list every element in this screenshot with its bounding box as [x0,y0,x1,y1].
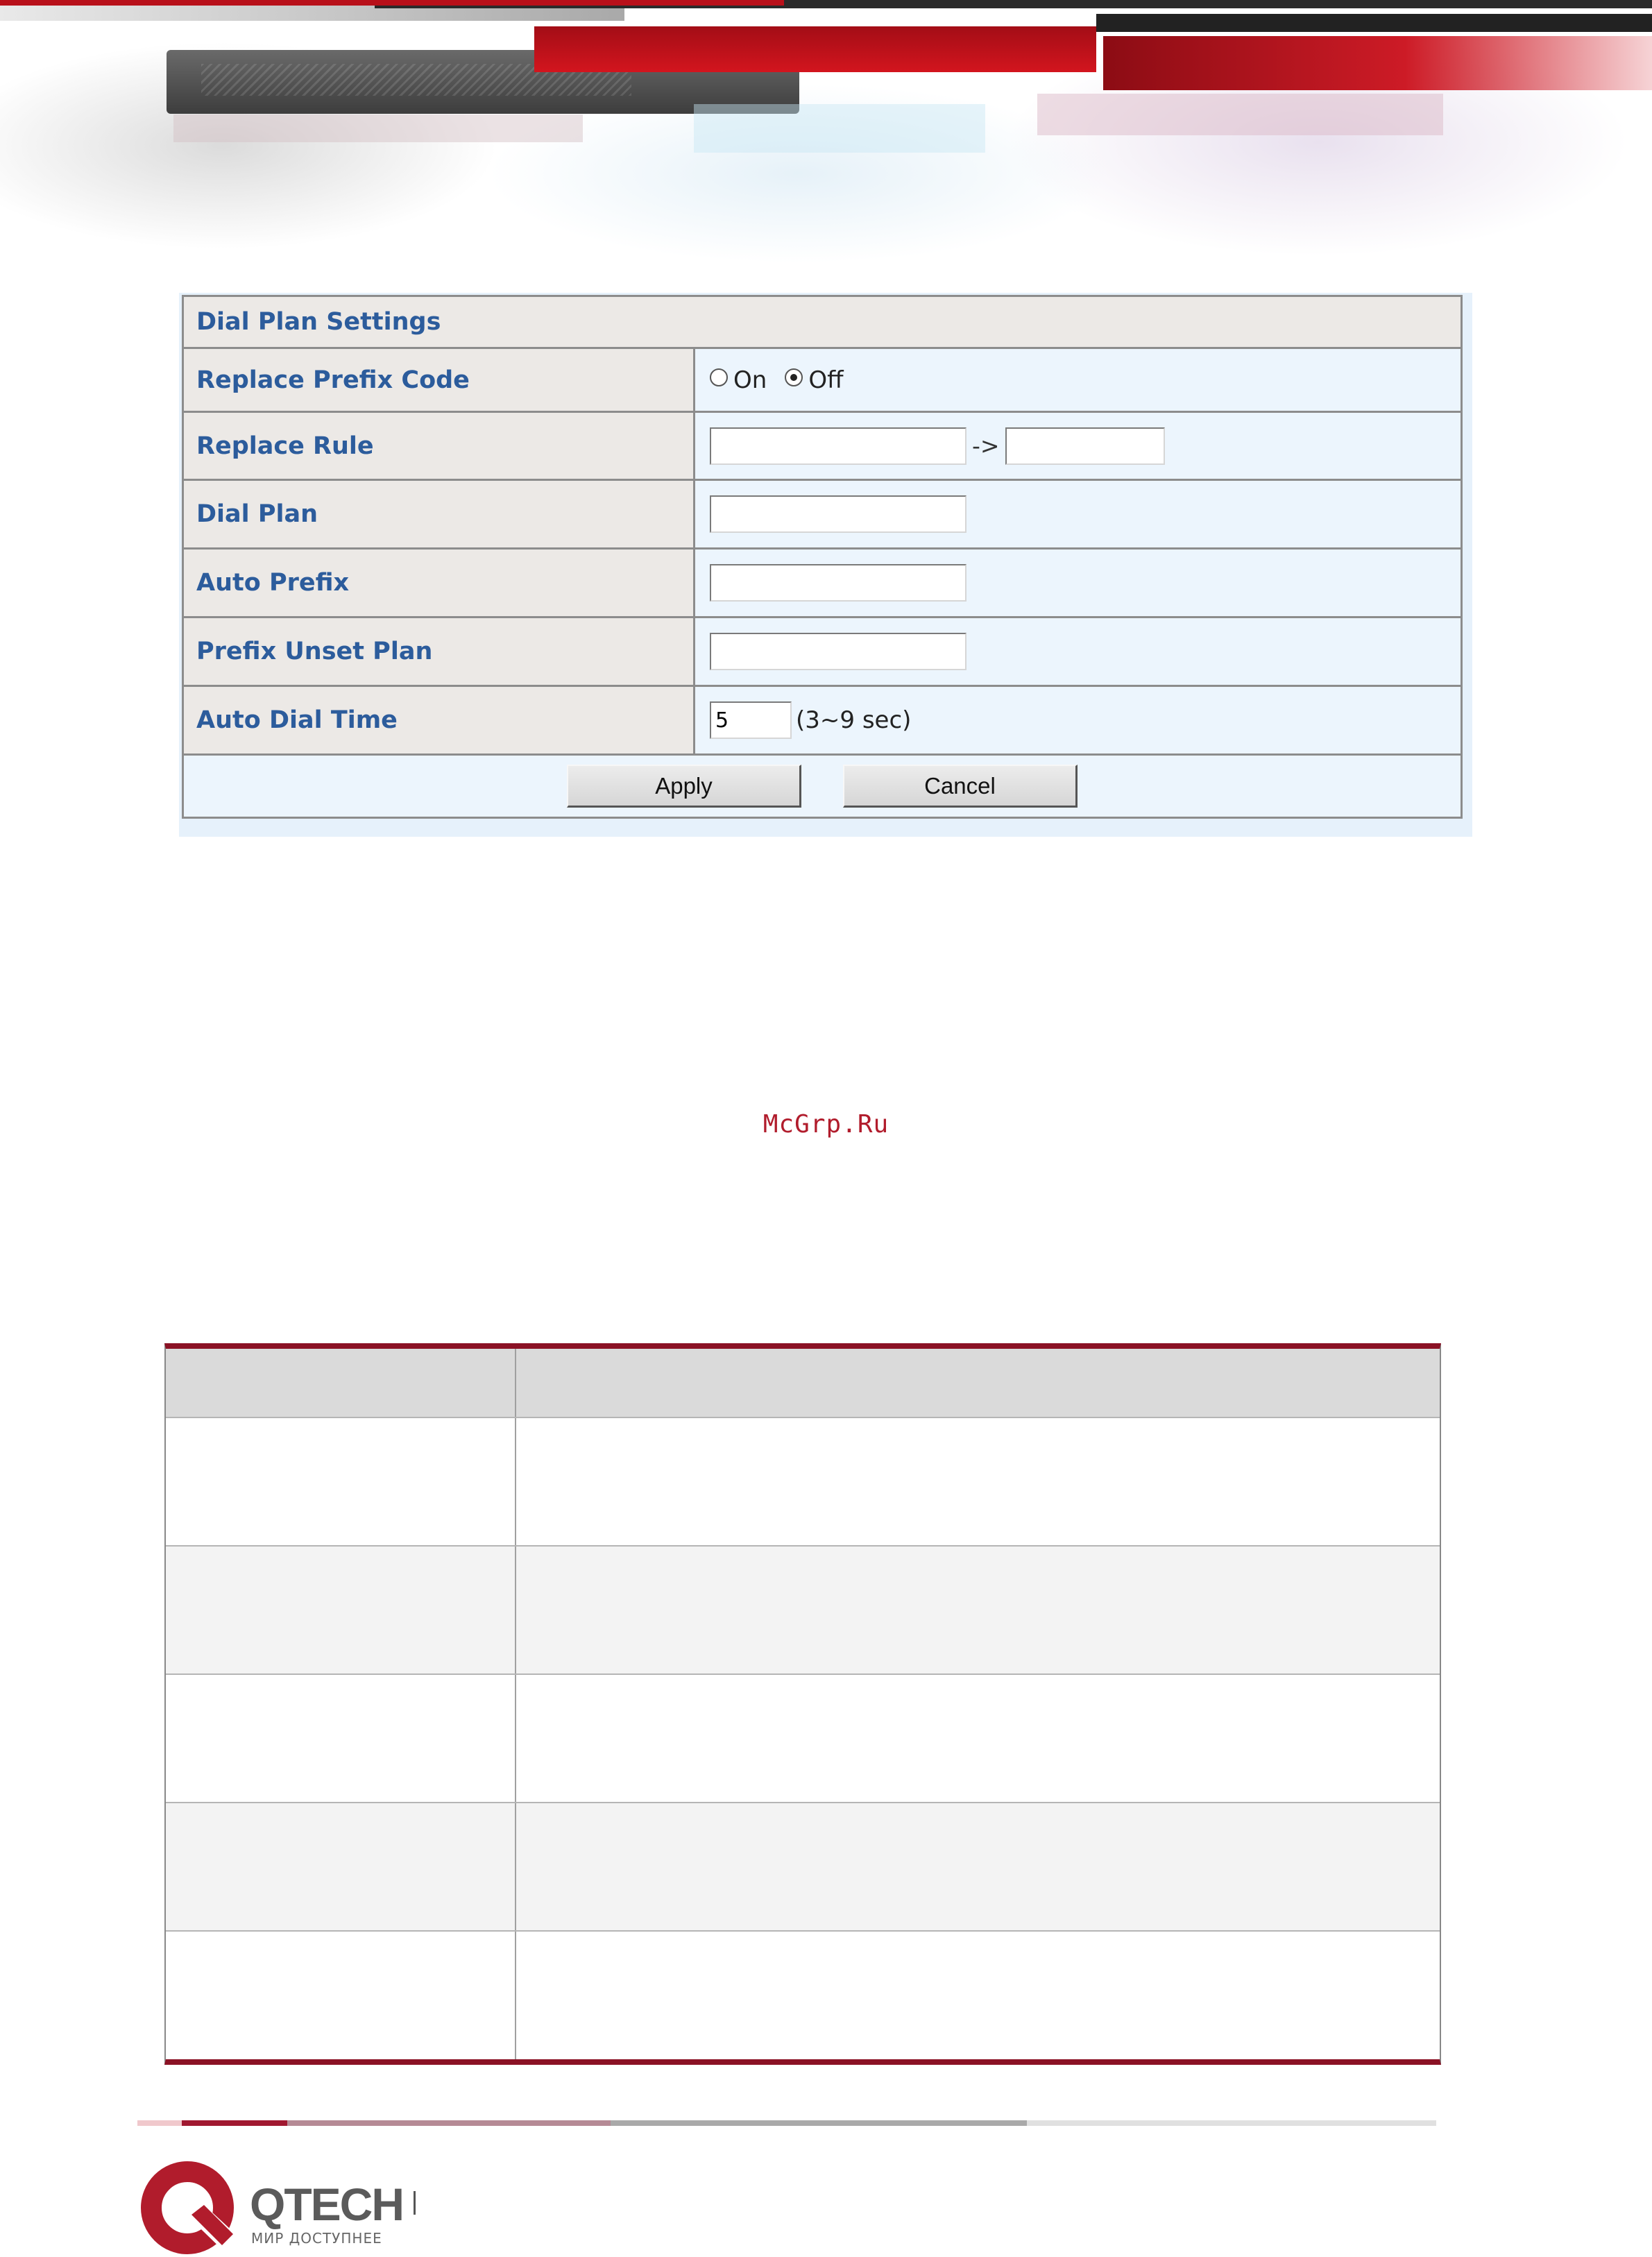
footer-rule [287,2120,611,2126]
dial-plan-field [697,481,1461,547]
radio-on-icon[interactable] [710,368,728,386]
radio-off-label: Off [808,366,844,394]
cancel-button[interactable]: Cancel [843,765,1078,808]
banner-block [1103,36,1652,90]
table-row [166,1417,1440,1545]
radio-on-label: On [733,366,767,394]
footer-separator [414,2191,416,2215]
qtech-logo-icon [140,2159,239,2257]
auto-dial-time-hint: (3~9 sec) [796,706,912,734]
form-row-dial-plan [184,479,1461,547]
replace-rule-field [697,413,1461,479]
form-row-auto-dial-time [184,685,1461,753]
table-cell [518,1675,1440,1802]
table-header-row [166,1349,1440,1417]
banner-strip [0,0,784,6]
footer-rule [611,2120,1027,2126]
table-row [166,1802,1440,1930]
dial-plan-input[interactable] [710,495,966,533]
banner-block [173,114,583,142]
watermark-text: McGrp.Ru [763,1110,889,1139]
table-row [166,1545,1440,1673]
form-row-label: Prefix Unset Plan [184,618,695,685]
form-row-label: Auto Dial Time [184,687,695,753]
banner-strip [1096,14,1652,32]
auto-prefix-field [697,550,1461,616]
form-row-prefix-unset-plan [184,616,1461,685]
replace-prefix-code-field [697,349,1461,411]
table-cell [166,1418,516,1545]
brand-tagline: МИР ДОСТУПНЕЕ [251,2230,382,2247]
apply-button[interactable]: Apply [567,765,801,808]
table-cell [166,1547,516,1673]
prefix-unset-plan-field [697,618,1461,685]
page-header-banner [0,0,1652,278]
table-header-cell [166,1349,516,1417]
table-cell [166,1675,516,1802]
replace-rule-from-input[interactable] [710,427,966,465]
banner-block [534,26,1096,72]
table-cell [166,1932,516,2059]
table-header-cell [518,1349,1440,1417]
auto-dial-time-field [697,687,1461,753]
brand-name: QTECH [250,2179,403,2230]
table-cell [518,1932,1440,2059]
prefix-unset-plan-input[interactable] [710,633,966,670]
replace-prefix-off-option[interactable] [785,366,843,394]
table-cell [518,1418,1440,1545]
form-row-label: Replace Prefix Code [184,349,695,411]
table-cell [518,1547,1440,1673]
auto-dial-time-input[interactable] [710,701,792,739]
description-table [164,1343,1441,2065]
form-row-auto-prefix [184,547,1461,616]
table-row [166,1930,1440,2059]
form-row-replace-rule [184,411,1461,479]
form-title [184,297,1461,347]
table-row [166,1673,1440,1802]
banner-block [1037,94,1443,135]
footer-rule [1027,2120,1436,2126]
banner-block [694,104,985,153]
form-row-replace-prefix-code [184,347,1461,411]
form-row-label: Replace Rule [184,413,695,479]
replace-rule-arrow: -> [972,432,1000,459]
table-cell [166,1803,516,1930]
form-button-row [184,753,1461,817]
form-row-label: Dial Plan [184,481,695,547]
form-row-label: Auto Prefix [184,550,695,616]
replace-rule-to-input[interactable] [1005,427,1165,465]
radio-off-icon[interactable] [785,368,803,386]
auto-prefix-input[interactable] [710,564,966,602]
dial-plan-settings-form [182,295,1463,819]
footer-rule [137,2120,182,2126]
table-cell [518,1803,1440,1930]
replace-prefix-on-option[interactable] [710,366,767,394]
footer-rule [182,2120,287,2126]
form-title-text: Dial Plan Settings [196,308,441,336]
